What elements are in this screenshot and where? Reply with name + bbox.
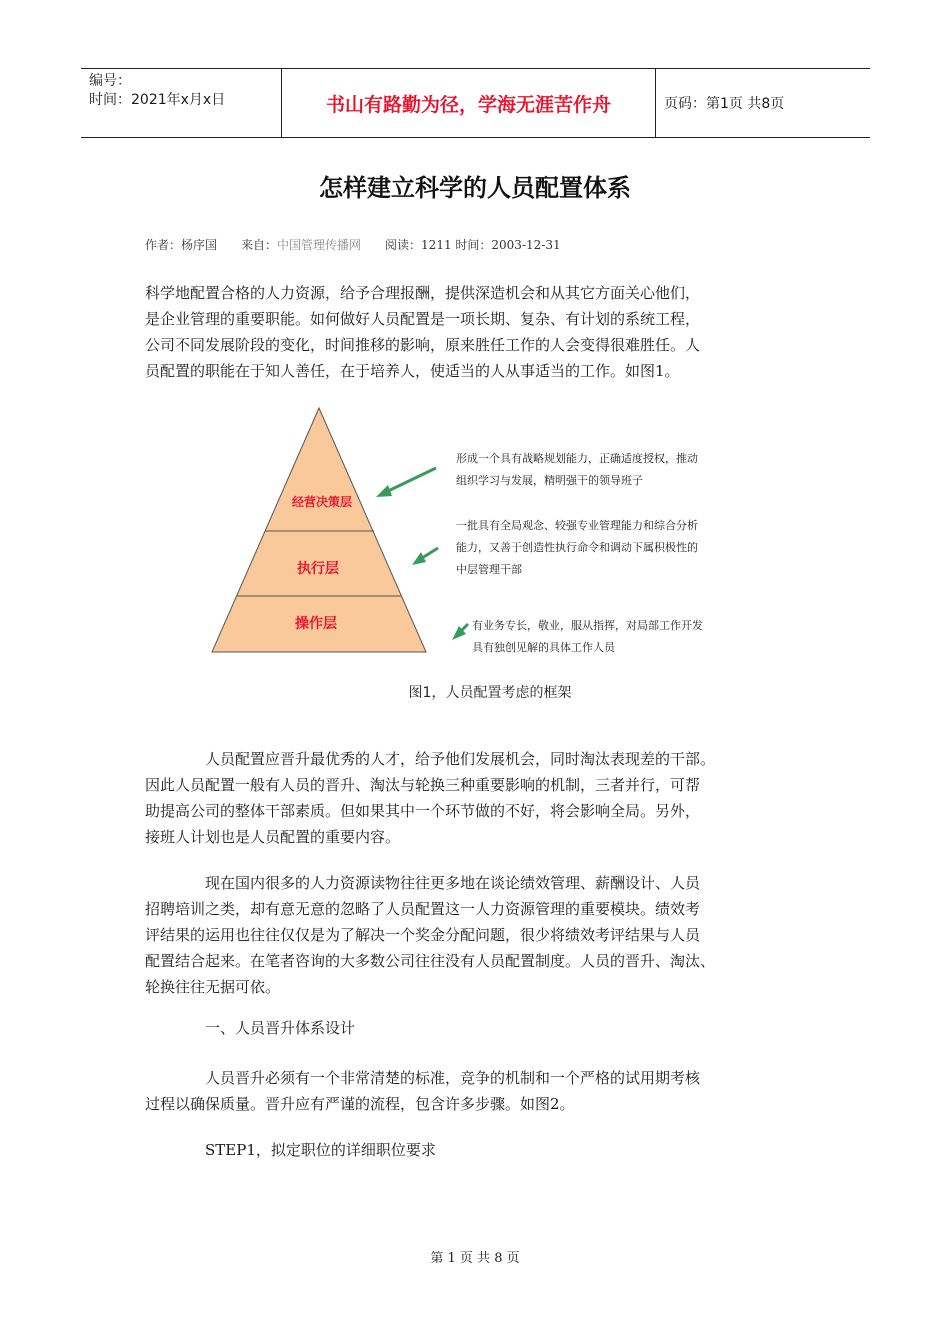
pyramid-figure (200, 398, 760, 708)
text-line: 是企业管理的重要职能。如何做好人员配置是一项长期、复杂、有计划的系统工程， (145, 310, 701, 328)
text-line: 因此人员配置一般有人员的晋升、淘汰与轮换三种重要影响的机制，三者并行，可帮 (145, 776, 701, 794)
text-line: 员配置的职能在于知人善任，在于培养人，使适当的人从事适当的工作。如图1。 (145, 362, 680, 380)
header-info-cell (81, 69, 282, 137)
arrow-icon (412, 548, 438, 565)
text-line: STEP1，拟定职位的详细职位要求 (145, 1141, 436, 1159)
text-line: 现在国内很多的人力资源读物往往更多地在谈论绩效管理、薪酬设计、人员 (145, 874, 701, 892)
author: 作者：杨序国 (145, 238, 218, 252)
arrow-icon (376, 468, 436, 497)
step-1 (145, 1137, 810, 1163)
text-line: 公司不同发展阶段的变化，时间推移的影响，原来胜任工作的人会变得很难胜任。人 (145, 336, 701, 354)
text-line: 轮换往往无据可依。 (145, 978, 281, 996)
number-label: 编号： (89, 73, 131, 89)
text-line: 过程以确保质量。晋升应有严谨的流程，包含许多步骤。如图2。 (145, 1095, 575, 1113)
intro-paragraph (145, 280, 810, 384)
text-line: 评结果的运用也往往仅仅是为了解决一个奖金分配问题，很少将绩效考评结果与人员 (145, 926, 701, 944)
paragraph-2 (145, 746, 810, 850)
layer-label-execution: 执行层 (297, 561, 339, 577)
arrow-icon (452, 624, 468, 640)
note-line: 中层管理干部 (456, 563, 522, 576)
paragraph-3 (145, 870, 810, 1000)
source-label: 来自： (241, 238, 278, 252)
read-info: 阅读：1211 时间：2003-12-31 (385, 238, 561, 252)
section-heading-1 (145, 1015, 810, 1041)
text-line: 接班人计划也是人员配置的重要内容。 (145, 828, 401, 846)
note-line: 能力，又善于创造性执行命令和调动下属积极性的 (456, 541, 698, 554)
article-title: 怎样建立科学的人员配置体系 (319, 174, 631, 202)
page-footer: 第 1 页 共 8 页 (430, 1251, 520, 1266)
layer-label-strategy: 经营决策层 (291, 495, 353, 509)
text-line: 人员晋升必须有一个非常清楚的标准，竞争的机制和一个严格的试用期考核 (145, 1069, 701, 1087)
text-line: 招聘培训之类，却有意无意的忽略了人员配置这一人力资源管理的重要模块。绩效考 (145, 900, 701, 918)
note-line: 具有独创见解的具体工作人员 (472, 641, 615, 654)
text-line: 配置结合起来。在笔者咨询的大多数公司往往没有人员配置制度。人员的晋升、淘汰、 (145, 952, 716, 970)
note-line: 组织学习与发展，精明强干的领导班子 (456, 474, 643, 487)
note-line: 有业务专长，敬业，服从指挥，对局部工作开发 (472, 619, 703, 632)
figure-caption: 图1，人员配置考虑的框架 (408, 685, 572, 701)
note-line: 形成一个具有战略规划能力，正确适度授权，推动 (456, 452, 698, 465)
text-line: 助提高公司的整体干部素质。但如果其中一个环节做的不好，将会影响全局。另外， (145, 802, 701, 820)
header-table (81, 68, 870, 138)
paragraph-4 (145, 1065, 810, 1117)
source-link[interactable]: 中国管理传播网 (277, 238, 362, 252)
page-info: 页码：第1页 共8页 (664, 96, 785, 112)
text-line: 一、人员晋升体系设计 (145, 1019, 356, 1037)
text-line: 人员配置应晋升最优秀的人才，给予他们发展机会，同时淘汰表现差的干部。 (145, 750, 716, 768)
motto: 书山有路勤为径，学海无涯苦作舟 (282, 69, 656, 137)
text-line: 科学地配置合格的人力资源，给予合理报酬，提供深造机会和从其它方面关心他们， (145, 284, 701, 302)
note-line: 一批具有全局观念、较强专业管理能力和综合分析 (456, 519, 698, 532)
date-label: 时间：2021年x月x日 (89, 92, 226, 108)
layer-label-operation: 操作层 (295, 616, 337, 632)
article-meta (145, 236, 561, 253)
